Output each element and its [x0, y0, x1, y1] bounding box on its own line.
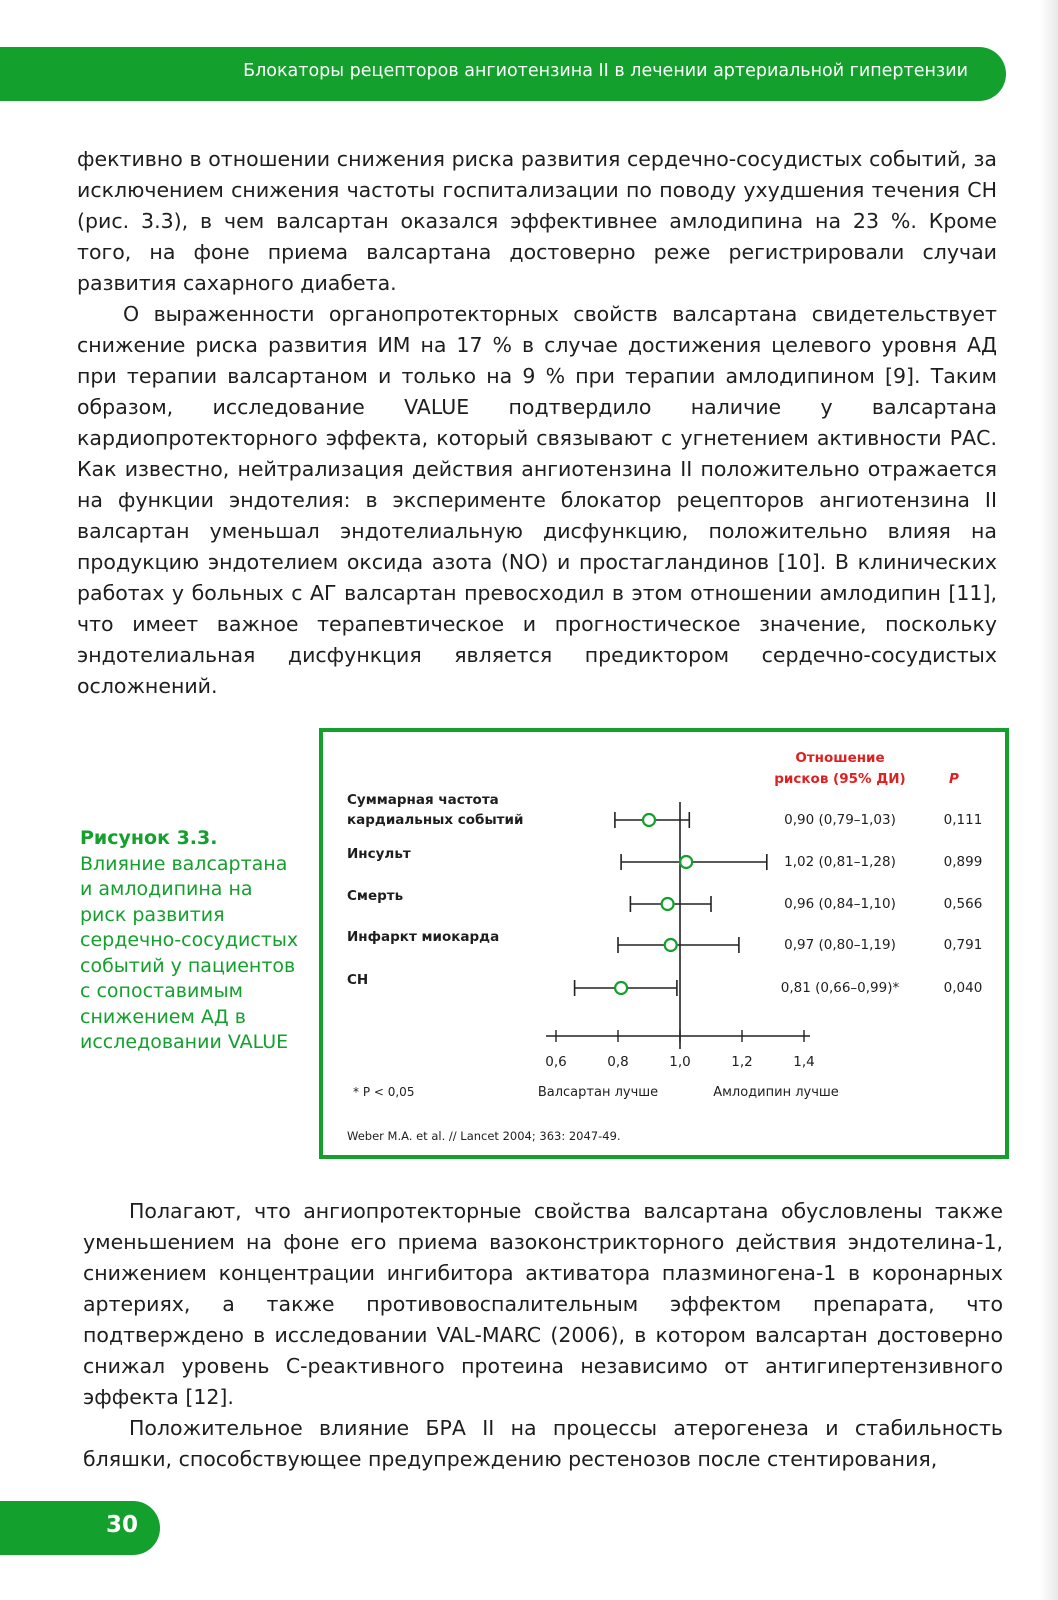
- ratio-value: 0,90 (0,79–1,03): [784, 812, 896, 828]
- ratio-value: 0,81 (0,66–0,99)*: [780, 980, 900, 996]
- running-header-title: Блокаторы рецепторов ангиотензина II в лечении артериальной гипертензии: [243, 61, 968, 81]
- paragraph: О выраженности органопротекторных свойств валсартана свидетельствует снижение риска развития ИМ на 17 % в случае достижения целевого уровня АД при терапии валсартаном и только на 9 % при терапии амлодипином [9]. Таким образом, исследование VALUE подтвердило наличие у валсартана кардиопротекторного эффекта, который связывают с угнетением активности РАС. Как известно, нейтрализация действия ангиотензина II положительно отражается на функции эндотелия: в эксперименте блокатор рецепторов ангиотензина II валсартан уменьшал эндотелиальную дисфункцию, положительно влияя на продукцию эндотелием оксида азота (NO) и простагландинов [10]. В клинических работах у больных с АГ валсартан превосходил в этом отношении амлодипин [11], что имеет важное терапевтическое и прогностическое значение, поскольку эндотелиальная дисфункция является предиктором сердечно-сосудистых осложнений.: [77, 302, 997, 698]
- paragraph: Полагают, что ангиопротекторные свойства валсартана обусловлены также уменьшением на фоне его приема вазоконстрикторного действия эндотелина-1, снижением концентрации ингибитора активатора плазминогена-1 в коронарных артериях, а также противовоспалительным эффектом препарата, что подтверждено в исследовании VAL-MARC (2006), в котором валсартан достоверно снижал уровень С-реактивного протеина независимо от антигипертензивного эффекта [12].: [83, 1199, 1003, 1409]
- ratio-value: 1,02 (0,81–1,28): [784, 854, 896, 870]
- paragraph: фективно в отношении снижения риска развития сердечно-сосудистых событий, за исключением снижения частоты госпитализации по поводу ухудшения течения СН (рис. 3.3), в чем валсартан оказался эффективнее амлодипина на 23 %. Кроме того, на фоне приема валсартана достоверно реже регистрировали случаи развития сахарного диабета.: [77, 147, 997, 295]
- page-edge-shadow: [1040, 0, 1058, 1600]
- figure-caption-text: Влияние валсартана и амлодипина на риск развития сердечно-сосудистых событий у пациентов с сопоставимым снижением АД в исследовании VALUE: [80, 852, 299, 1053]
- ratio-header-line1: Отношение: [795, 750, 885, 766]
- point-estimate: [662, 898, 674, 910]
- forest-plot-figure: [319, 728, 1009, 1159]
- row-label: кардиальных событий: [347, 812, 524, 828]
- figure-source: Weber M.A. et al. // Lancet 2004; 363: 2047-49.: [347, 1129, 621, 1143]
- body-text-top: [77, 144, 997, 702]
- x-tick-label: 1,0: [669, 1054, 691, 1070]
- x-tick-label: 1,4: [793, 1054, 815, 1070]
- p-value: 0,899: [943, 854, 983, 870]
- running-header: [0, 47, 1006, 101]
- point-estimate: [665, 939, 677, 951]
- figure-caption: [80, 826, 300, 1056]
- p-value: 0,566: [943, 896, 983, 912]
- ratio-value: 0,96 (0,84–1,10): [784, 896, 896, 912]
- page-number-tab: [0, 1501, 160, 1555]
- point-estimate: [615, 982, 627, 994]
- ratio-header-line2: рисков (95% ДИ): [774, 771, 906, 787]
- p-value: 0,791: [943, 937, 983, 953]
- body-text-bottom: [83, 1196, 1003, 1475]
- page-number: 30: [105, 1512, 138, 1538]
- amlodipine-better-label: Амлодипин лучше: [713, 1085, 839, 1100]
- row-label: Суммарная частота: [347, 792, 499, 808]
- row-label: Смерть: [347, 888, 404, 904]
- forest-plot: [323, 732, 1005, 1155]
- row-label: СН: [347, 972, 369, 988]
- row-label: Инфаркт миокарда: [347, 929, 500, 945]
- point-estimate: [643, 814, 655, 826]
- x-tick-label: 0,8: [607, 1054, 629, 1070]
- p-header: P: [949, 771, 959, 787]
- ratio-value: 0,97 (0,80–1,19): [784, 937, 896, 953]
- row-label: Инсульт: [347, 846, 411, 862]
- p-value: 0,111: [943, 812, 983, 828]
- paragraph: Положительное влияние БРА II на процессы атерогенеза и стабильность бляшки, способствующее предупреждению рестенозов после стентирования,: [83, 1416, 1003, 1471]
- figure-number: Рисунок 3.3.: [80, 827, 218, 849]
- x-tick-label: 1,2: [731, 1054, 753, 1070]
- point-estimate: [680, 856, 692, 868]
- valsartan-better-label: Валсартан лучше: [537, 1085, 659, 1100]
- significance-footnote: * P < 0,05: [353, 1085, 415, 1099]
- p-value: 0,040: [943, 980, 983, 996]
- x-tick-label: 0,6: [545, 1054, 567, 1070]
